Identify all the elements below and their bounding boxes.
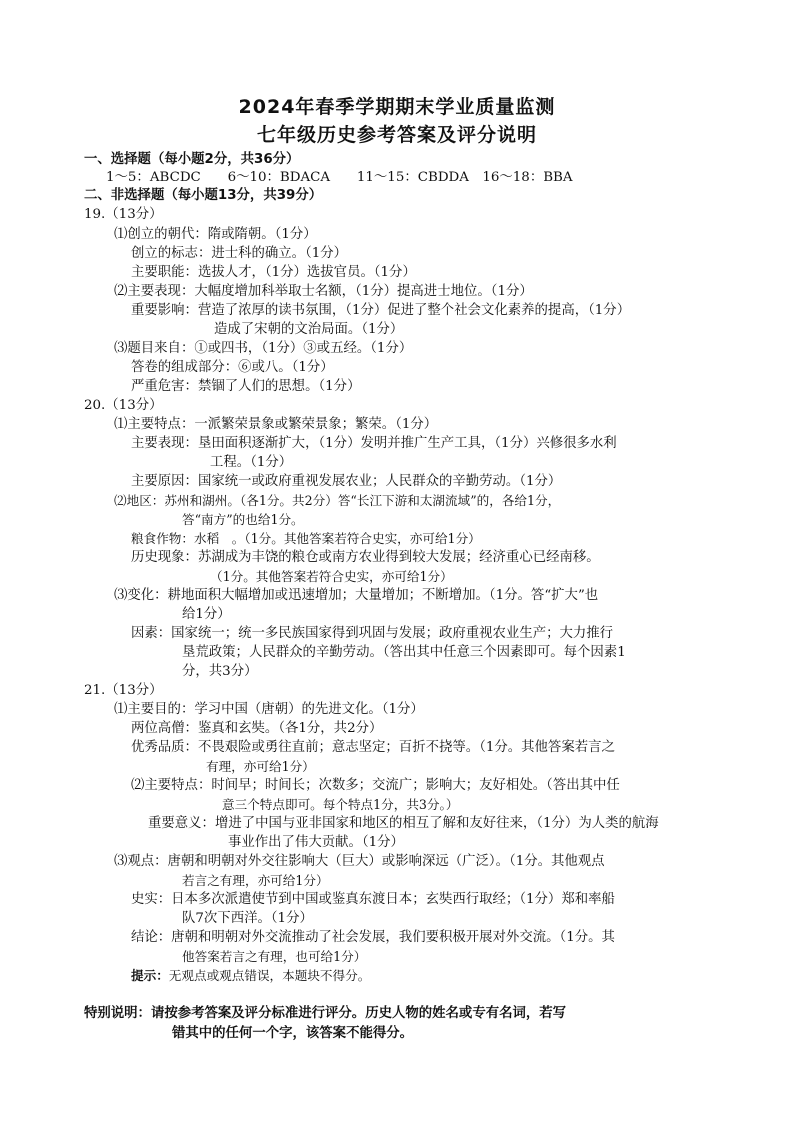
q21-line: ⑵主要特点：时间早；时间长；次数多；交流广；影响大；友好相处。（答出其中任 bbox=[131, 778, 620, 793]
q21-tip bbox=[131, 966, 370, 986]
q20-line: ⑴主要特点：一派繁荣景象或繁荣景象；繁荣。（1分） bbox=[114, 417, 438, 432]
q19-line: 严重危害：禁锢了人们的思想。（1分） bbox=[131, 379, 361, 394]
q19-line: ⑶题目来自：①或四书，（1分）③或五经。（1分） bbox=[114, 341, 413, 356]
doc-title-line1: 2024年春季学期期末学业质量监测 bbox=[238, 96, 556, 118]
q19-line: 重要影响：营造了浓厚的读书氛围，（1分）促进了整个社会文化素养的提高，（1分） bbox=[131, 303, 631, 318]
q19-line: 答卷的组成部分：⑥或八。（1分） bbox=[131, 360, 334, 375]
section1-heading: 一、选择题（每小题2分，共36分） bbox=[84, 152, 300, 167]
q21-line: 若言之有理，亦可给1分） bbox=[182, 873, 329, 888]
q20-line: ⑵地区：苏州和湖州。（各1分。共2分）答“长江下游和太湖流域”的，各给1分， bbox=[114, 493, 561, 508]
doc-title-line2: 七年级历史参考答案及评分说明 bbox=[256, 124, 537, 146]
q20-line: 粮食作物：水稻 。（1分。其他答案若符合史实，亦可给1分） bbox=[131, 531, 481, 546]
q20-line: 垦荒政策；人民群众的辛勤劳动。（答出其中任意三个因素即可。每个因素1 bbox=[182, 645, 626, 660]
q20-line: 答“南方”的也给1分。 bbox=[182, 512, 304, 527]
special-note-label: 特别说明： bbox=[84, 1005, 151, 1021]
section2-heading: 二、非选择题（每小题13分，共39分） bbox=[84, 188, 323, 203]
q19-heading: 19.（13分） bbox=[84, 207, 163, 222]
q21-line: ⑴主要目的：学习中国（唐朝）的先进文化。（1分） bbox=[114, 702, 424, 717]
special-note bbox=[84, 1003, 566, 1024]
q21-heading: 21.（13分） bbox=[84, 683, 163, 698]
q21-line: ⑶观点：唐朝和明朝对外交往影响大（巨大）或影响深远（广泛）。（1分。其他观点 bbox=[114, 854, 605, 869]
q21-line: 队7次下西洋。（1分） bbox=[182, 911, 313, 926]
q20-line: （1分。其他答案若符合史实，亦可给1分） bbox=[210, 569, 453, 584]
q19-line: ⑴创立的朝代：隋或隋朝。（1分） bbox=[114, 227, 317, 242]
q19-line: 主要职能：选拔人才，（1分）选拔官员。（1分） bbox=[131, 265, 416, 280]
q19-line: 造成了宋朝的文治局面。（1分） bbox=[214, 322, 404, 337]
choice-answers: 1～5：ABCDC 6～10：BDACA 11～15：CBDDA 16～18：BBA bbox=[106, 170, 573, 185]
q20-line: 因素：国家统一；统一多民族国家得到巩固与发展；政府重视农业生产；大力推行 bbox=[131, 626, 614, 641]
q21-line: 两位高僧：鉴真和玄奘。（各1分，共2分） bbox=[131, 721, 383, 736]
q20-heading: 20.（13分） bbox=[84, 398, 163, 413]
special-note-text: 请按参考答案及评分标准进行评分。历史人物的姓名或专有名词，若写 bbox=[150, 1005, 567, 1021]
q21-line: 他答案若言之有理，也可给1分） bbox=[182, 949, 367, 964]
q20-line: 工程。（1分） bbox=[210, 455, 293, 470]
tip-label: 提示： bbox=[131, 968, 169, 983]
q19-line: ⑵主要表现：大幅度增加科举取士名额，（1分）提高进士地位。（1分） bbox=[114, 284, 533, 299]
q21-line: 结论：唐朝和明朝对外交流推动了社会发展，我们要积极开展对外交流。（1分。其 bbox=[131, 930, 615, 945]
q21-line: 重要意义：增进了中国与亚非国家和地区的相互了解和友好往来，（1分）为人类的航海 bbox=[148, 816, 659, 831]
q20-line: 主要原因：国家统一或政府重视发展农业；人民群众的辛勤劳动。（1分） bbox=[131, 474, 562, 489]
q21-line: 史实：日本多次派遣使节到中国或鉴真东渡日本；玄奘西行取经；（1分）郑和率船 bbox=[131, 892, 615, 907]
q20-line: 历史现象：苏湖成为丰饶的粮仓或南方农业得到较大发展；经济重心已经南移。 bbox=[131, 550, 600, 565]
q21-line: 事业作出了伟大贡献。（1分） bbox=[228, 835, 404, 850]
q21-line: 意三个特点即可。每个特点1分，共3分。） bbox=[222, 797, 459, 812]
special-note-text-line2: 错其中的任何一个字，该答案不能得分。 bbox=[172, 1025, 414, 1041]
tip-text: 无观点或观点错误，本题块不得分。 bbox=[168, 968, 371, 983]
q21-line: 有理，亦可给1分） bbox=[206, 759, 315, 774]
q20-line: 分，共3分） bbox=[182, 664, 258, 679]
q21-line: 优秀品质：不畏艰险或勇往直前；意志坚定；百折不挠等。（1分。其他答案若言之 bbox=[131, 740, 615, 755]
q20-line: 给1分） bbox=[182, 607, 231, 622]
q19-line: 创立的标志：进士科的确立。（1分） bbox=[131, 246, 348, 261]
q20-line: 主要表现：垦田面积逐渐扩大，（1分）发明并推广生产工具，（1分）兴修很多水利 bbox=[131, 436, 617, 451]
q20-line: ⑶变化：耕地面积大幅增加或迅速增加；大量增加；不断增加。（1分。答“扩大”也 bbox=[114, 588, 599, 603]
